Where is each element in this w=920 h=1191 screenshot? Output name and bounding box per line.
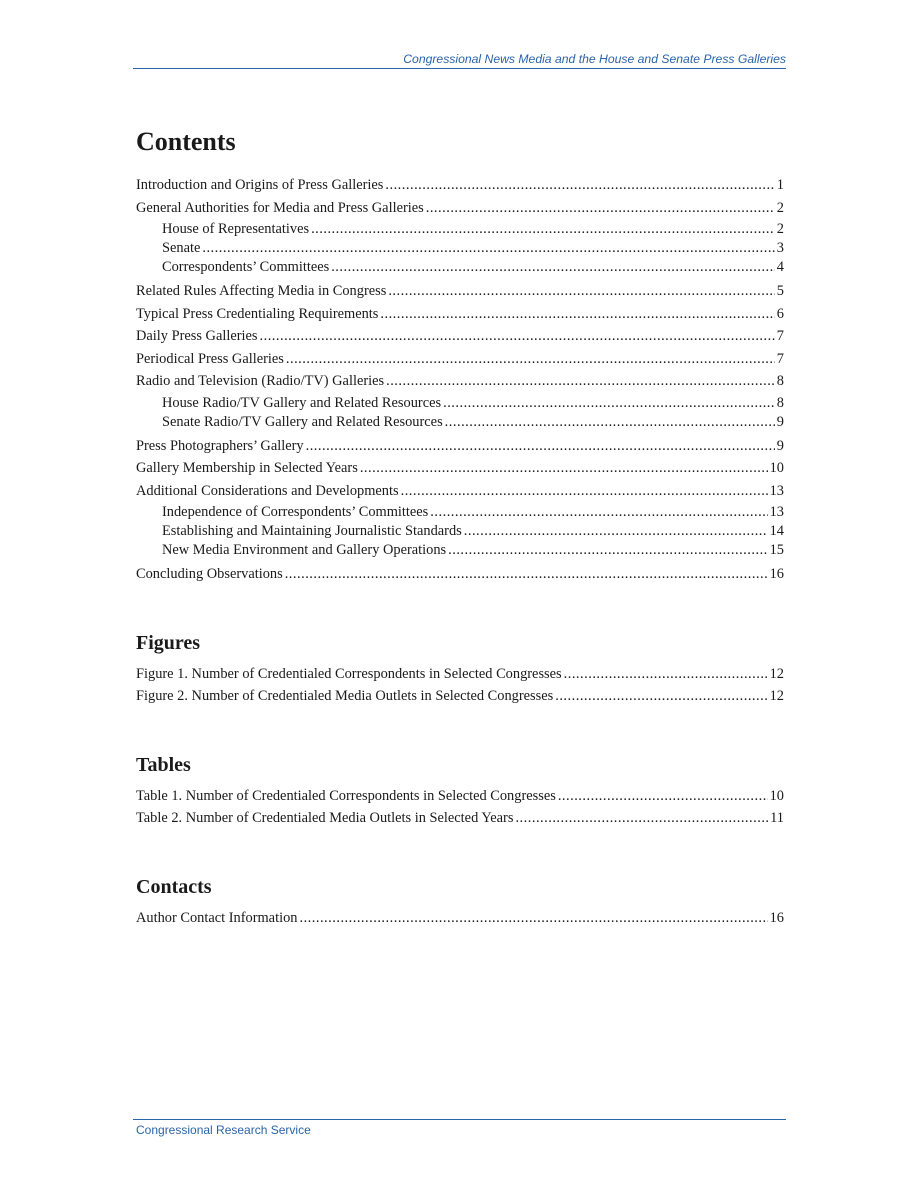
toc-entry[interactable] bbox=[136, 370, 784, 393]
dot-leader bbox=[385, 174, 774, 197]
section-spacer bbox=[136, 830, 784, 874]
toc-entry-page: 12 bbox=[769, 665, 784, 682]
toc-entry-page: 13 bbox=[769, 482, 784, 499]
toc-subentry[interactable] bbox=[136, 503, 784, 522]
figures-list bbox=[136, 663, 784, 708]
dot-leader bbox=[426, 197, 775, 220]
toc-entry-page: 12 bbox=[769, 688, 784, 704]
toc-entry-title: New Media Environment and Gallery Operations bbox=[162, 542, 447, 558]
toc-entry-page: 9 bbox=[776, 437, 784, 454]
contacts-heading: Contacts bbox=[136, 875, 212, 898]
contacts-list bbox=[136, 907, 784, 930]
toc-entry-page: 1 bbox=[776, 177, 784, 193]
table-of-contents bbox=[136, 124, 784, 929]
toc-entry[interactable] bbox=[136, 197, 784, 220]
toc-entry[interactable] bbox=[136, 663, 784, 686]
dot-leader bbox=[380, 303, 774, 326]
tables-list bbox=[136, 785, 784, 830]
toc-entry-page: 2 bbox=[776, 221, 784, 237]
toc-entry-title: Periodical Press Galleries bbox=[136, 350, 284, 367]
tables-heading: Tables bbox=[136, 753, 191, 776]
toc-entry-title: House of Representatives bbox=[162, 221, 310, 237]
toc-entry-title: Typical Press Credentialing Requirements bbox=[136, 305, 379, 322]
toc-subentry[interactable] bbox=[136, 413, 784, 432]
dot-leader bbox=[555, 685, 767, 708]
toc-entry-title: Independence of Correspondents’ Committees bbox=[162, 504, 429, 520]
toc-entry-title: Figure 2. Number of Credentialed Media Outlets in Selected Congresses bbox=[136, 688, 554, 704]
toc-entry-page: 16 bbox=[769, 566, 784, 582]
toc-entry-title: Gallery Membership in Selected Years bbox=[136, 460, 358, 476]
footer-divider bbox=[133, 1119, 786, 1120]
toc-entry-title: General Authorities for Media and Press Galleries bbox=[136, 199, 424, 216]
toc-entry[interactable] bbox=[136, 480, 784, 503]
toc-entry-title: Radio and Television (Radio/TV) Galleries bbox=[136, 373, 385, 389]
toc-subentry[interactable] bbox=[136, 541, 784, 560]
dot-leader bbox=[448, 541, 767, 560]
figures-heading: Figures bbox=[136, 631, 201, 654]
dot-leader bbox=[285, 563, 768, 586]
dot-leader bbox=[202, 239, 774, 258]
dot-leader bbox=[401, 480, 768, 503]
toc-entry-title: Author Contact Information bbox=[136, 909, 298, 926]
dot-leader bbox=[260, 325, 775, 348]
toc-entry[interactable] bbox=[136, 907, 784, 930]
dot-leader bbox=[443, 394, 775, 413]
toc-entry-title: Additional Considerations and Developments bbox=[136, 482, 399, 499]
toc-entry[interactable] bbox=[136, 174, 784, 197]
dot-leader bbox=[558, 785, 768, 808]
dot-leader bbox=[430, 503, 767, 522]
toc-entry-page: 15 bbox=[769, 542, 784, 558]
dot-leader bbox=[299, 907, 767, 930]
toc-subentry[interactable] bbox=[136, 394, 784, 413]
toc-entry-page: 4 bbox=[776, 259, 784, 275]
toc-entry-page: 10 bbox=[769, 460, 784, 476]
toc-entry-page: 13 bbox=[769, 504, 784, 520]
toc-entry-page: 7 bbox=[776, 328, 784, 344]
dot-leader bbox=[386, 370, 775, 393]
toc-entry-page: 10 bbox=[769, 787, 784, 804]
dot-leader bbox=[564, 663, 768, 686]
contents-list bbox=[136, 174, 784, 586]
toc-entry-title: Table 2. Number of Credentialed Media Outlets in Selected Years bbox=[136, 810, 514, 826]
toc-entry[interactable] bbox=[136, 348, 784, 371]
dot-leader bbox=[360, 457, 768, 480]
toc-entry-page: 5 bbox=[776, 283, 784, 299]
toc-entry[interactable] bbox=[136, 280, 784, 303]
toc-entry-page: 9 bbox=[776, 413, 784, 430]
toc-entry[interactable] bbox=[136, 435, 784, 458]
toc-entry-page: 16 bbox=[769, 909, 784, 926]
toc-entry-title: House Radio/TV Gallery and Related Resources bbox=[162, 394, 442, 411]
toc-entry[interactable] bbox=[136, 785, 784, 808]
toc-entry-page: 3 bbox=[776, 240, 784, 256]
toc-entry[interactable] bbox=[136, 685, 784, 708]
toc-entry-title: Senate bbox=[162, 240, 201, 256]
toc-entry[interactable] bbox=[136, 563, 784, 586]
toc-entry-title: Concluding Observations bbox=[136, 566, 283, 582]
toc-entry-title: Press Photographers’ Gallery bbox=[136, 437, 304, 454]
header-divider bbox=[133, 68, 786, 69]
toc-entry-title: Establishing and Maintaining Journalistic Standards bbox=[162, 523, 462, 539]
toc-entry-title: Correspondents’ Committees bbox=[162, 259, 330, 275]
dot-leader bbox=[388, 280, 774, 303]
toc-entry[interactable] bbox=[136, 325, 784, 348]
toc-entry-page: 11 bbox=[770, 810, 784, 826]
toc-entry[interactable] bbox=[136, 457, 784, 480]
running-header-title: Congressional News Media and the House and Senate Press Galleries bbox=[403, 52, 786, 66]
dot-leader bbox=[331, 258, 775, 277]
dot-leader bbox=[464, 522, 768, 541]
toc-entry-page: 8 bbox=[776, 373, 784, 389]
section-spacer bbox=[136, 708, 784, 752]
dot-leader bbox=[306, 435, 775, 458]
toc-entry-page: 7 bbox=[776, 350, 784, 367]
toc-entry-title: Introduction and Origins of Press Galleries bbox=[136, 177, 384, 193]
toc-subentry[interactable] bbox=[136, 220, 784, 239]
toc-entry-page: 2 bbox=[776, 199, 784, 216]
dot-leader bbox=[311, 220, 775, 239]
contents-heading: Contents bbox=[136, 127, 236, 156]
dot-leader bbox=[445, 413, 775, 432]
dot-leader bbox=[515, 807, 768, 830]
toc-entry-title: Table 1. Number of Credentialed Correspondents in Selected Congresses bbox=[136, 787, 556, 804]
toc-entry-page: 8 bbox=[776, 394, 784, 411]
toc-subentry[interactable] bbox=[136, 522, 784, 541]
dot-leader bbox=[286, 348, 775, 371]
toc-entry[interactable] bbox=[136, 303, 784, 326]
toc-entry-title: Related Rules Affecting Media in Congress bbox=[136, 283, 387, 299]
toc-entry-page: 6 bbox=[776, 305, 784, 322]
toc-entry-title: Figure 1. Number of Credentialed Correspondents in Selected Congresses bbox=[136, 665, 562, 682]
toc-subentry[interactable] bbox=[136, 239, 784, 258]
section-spacer bbox=[136, 586, 784, 630]
toc-entry[interactable] bbox=[136, 807, 784, 830]
toc-entry-title: Senate Radio/TV Gallery and Related Resources bbox=[162, 413, 443, 430]
toc-entry-title: Daily Press Galleries bbox=[136, 328, 258, 344]
footer-label: Congressional Research Service bbox=[136, 1123, 311, 1137]
toc-subentry[interactable] bbox=[136, 258, 784, 277]
toc-entry-page: 14 bbox=[769, 523, 784, 539]
